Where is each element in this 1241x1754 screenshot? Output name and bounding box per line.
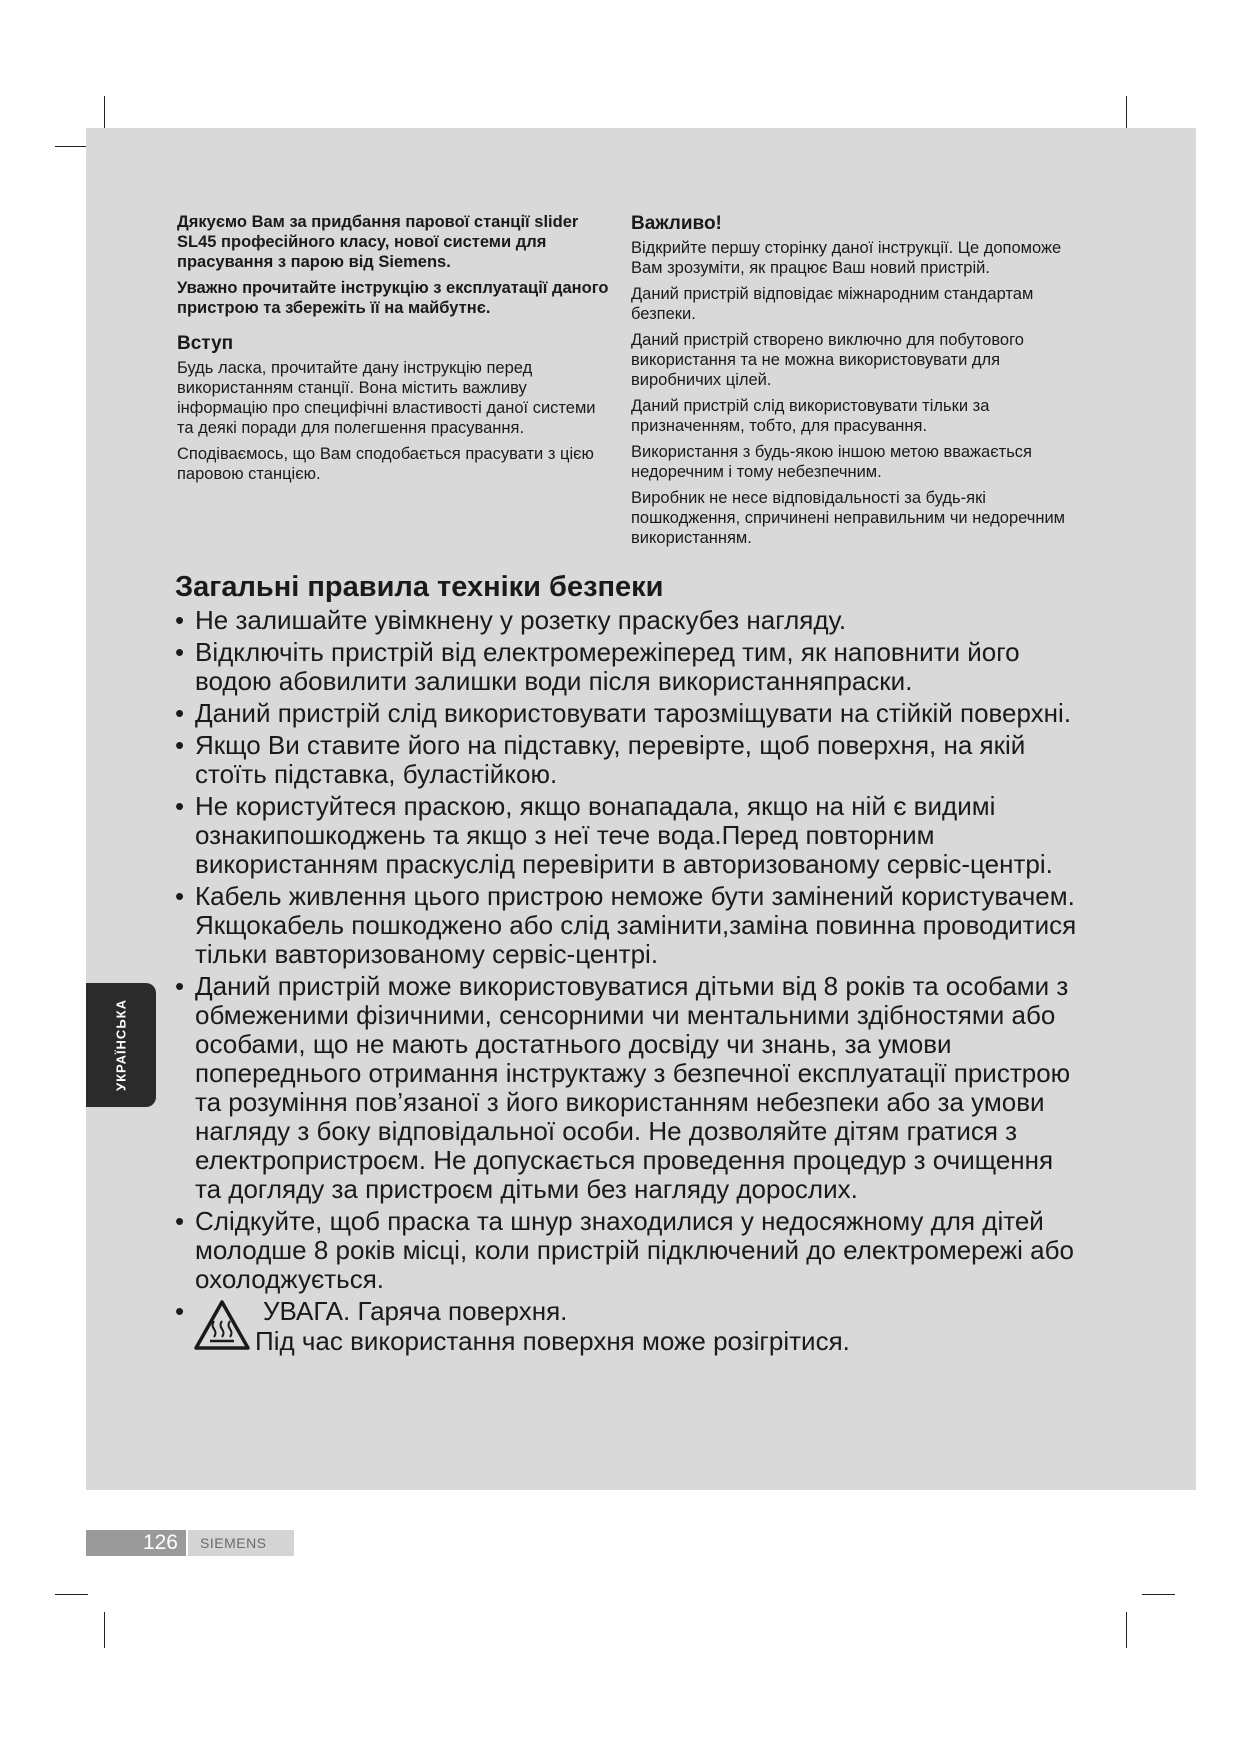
warning-text: Під час використання поверхня може розігрітися. — [255, 1326, 850, 1356]
crop-mark — [55, 1594, 88, 1595]
bullet: • — [175, 1296, 185, 1326]
crop-mark — [1126, 1612, 1127, 1648]
important-paragraph: Використання з будь-якою іншою метою вважається недоречним і тому небезпечним. — [631, 443, 1032, 481]
important-paragraph: Відкрийте першу сторінку даної інструкції. Це допоможе Вам зрозуміти, як працює Ваш новий пристрій. — [631, 239, 1062, 277]
hot-surface-warning — [175, 1297, 1085, 1357]
language-tab — [86, 983, 156, 1107]
safety-item: • Кабель живлення цього пристрою неможе бути замінений користувачем. Якщокабель пошкоджено або слід замінити,заміна повинна проводитися тільки вавторизованому сервіс-центрі. — [175, 882, 1085, 969]
safety-title: Загальні правила техніки безпеки — [175, 571, 664, 603]
crop-mark — [55, 146, 88, 147]
brand-label: SIEMENS — [188, 1530, 294, 1556]
safety-item: • Не залишайте увімкнену у розетку праскубез нагляду. — [175, 606, 1085, 635]
intro-left-column — [177, 212, 613, 490]
intro-paragraph: Будь ласка, прочитайте дану інструкцію перед використанням станції. Вона містить важливу інформацію про специфічні властивості даної системи та деякі поради для полегшення прасування. — [177, 359, 596, 437]
important-paragraph: Даний пристрій слід використовувати тільки за призначенням, тобто, для прасування. — [631, 397, 990, 435]
safety-item: • Даний пристрій може використовуватися дітьми від 8 років та особами з обмеженими фізичними, сенсорними чи ментальними здібностями або особами, що не мають достатнього досвіду чи знань, за умови попереднього отримання інструктажу з безпечної експлуатації пристрою та розуміння пов’язаної з його використанням небезпеки або за умови нагляду з боку відповідальної особи. Не дозволяйте дітям гратися з електропристроєм. Не допускається проведення процедур з очищення та догляду за пристроєм дітьми без нагляду дорослих. — [175, 972, 1085, 1204]
safety-item: • Даний пристрій слід використовувати тарозміщувати на стійкій поверхні. — [175, 699, 1085, 728]
intro-right-column — [631, 212, 1071, 554]
crop-mark — [1126, 96, 1127, 132]
safety-list — [175, 606, 1085, 1294]
crop-mark — [104, 1612, 105, 1648]
read-instructions-text: Уважно прочитайте інструкцію з експлуатації даного пристрою та збережіть її на майбутнє. — [177, 279, 609, 317]
safety-section — [175, 570, 1085, 1357]
crop-mark — [104, 96, 105, 132]
crop-mark — [1142, 1594, 1175, 1595]
language-tab-label: УКРАЇНСЬКА — [113, 999, 129, 1091]
important-heading: Важливо! — [631, 213, 722, 234]
important-paragraph: Даний пристрій створено виключно для побутового використання та не можна використовувати для виробничих цілей. — [631, 331, 1024, 389]
important-paragraph: Виробник не несе відповідальності за будь-які пошкодження, спричинені неправильним чи недоречним використанням. — [631, 489, 1066, 547]
safety-item: • Слідкуйте, щоб праска та шнур знаходилися у недосяжному для дітей молодше 8 років місці, коли пристрій підключений до електромережі або охолоджується. — [175, 1207, 1085, 1294]
safety-item: • Не користуйтеся праскою, якщо вонападала, якщо на ній є видимі ознакипошкоджень та якщо з неї тече вода.Перед повторним використанням праскуслід перевірити в авторизованому сервіс-центрі. — [175, 792, 1085, 879]
hot-surface-warning-icon — [193, 1299, 251, 1351]
warning-title: УВАГА. Гаряча поверхня. — [263, 1296, 568, 1326]
intro-heading: Вступ — [177, 333, 234, 354]
thanks-text: Дякуємо Вам за придбання парової станції slider SL45 професійного класу, нової системи для прасування з парою від Siemens. — [177, 213, 579, 271]
page-number: 126 — [86, 1530, 186, 1556]
intro-paragraph: Сподіваємось, що Вам сподобається прасувати з цією паровою станцією. — [177, 445, 594, 483]
important-paragraph: Даний пристрій відповідає міжнародним стандартам безпеки. — [631, 285, 1034, 323]
safety-item: • Якщо Ви ставите його на підставку, перевірте, щоб поверхня, на якій стоїть підставка, буластійкою. — [175, 731, 1085, 789]
safety-item: • Відключіть пристрій від електромережіперед тим, як наповнити його водою абовилити залишки води після використанняпраски. — [175, 638, 1085, 696]
